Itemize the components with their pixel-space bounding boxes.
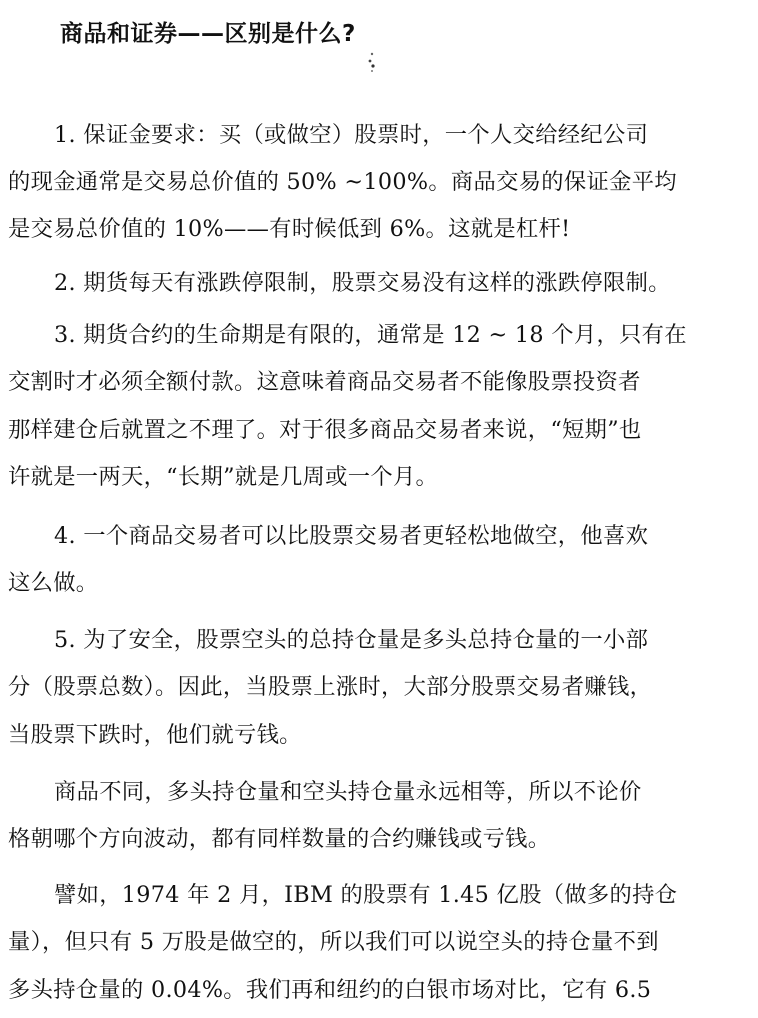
paragraph-6-line-1: 商品不同，多头持仓量和空头持仓量永远相等，所以不论价	[54, 779, 642, 805]
page-title: 商品和证券——区别是什么?	[60, 21, 356, 47]
paragraph-7-line-1: 譬如，1974 年 2 月，IBM 的股票有 1.45 亿股（做多的持仓	[54, 882, 678, 908]
paragraph-1-line-2: 的现金通常是交易总价值的 50% ~100%。商品交易的保证金平均	[8, 169, 677, 195]
paragraph-3-line-2: 交割时才必须全额付款。这意味着商品交易者不能像股票投资者	[8, 369, 641, 395]
paragraph-3-line-4: 许就是一两天，“长期”就是几周或一个月。	[8, 464, 439, 490]
paragraph-6-line-2: 格朝哪个方向波动，都有同样数量的合约赚钱或亏钱。	[8, 826, 551, 852]
paragraph-3-line-3: 那样建仓后就置之不理了。对于很多商品交易者来说，“短期”也	[8, 417, 642, 443]
paragraph-5-line-1: 5. 为了安全，股票空头的总持仓量是多头总持仓量的一小部	[54, 627, 649, 653]
scan-speck-marks	[366, 50, 378, 80]
paragraph-4-line-2: 这么做。	[8, 570, 99, 596]
paragraph-7-line-2: 量），但只有 5 万股是做空的，所以我们可以说空头的持仓量不到	[8, 929, 659, 955]
paragraph-1-line-3: 是交易总价值的 10%——有时候低到 6%。这就是杠杆!	[8, 216, 571, 242]
paragraph-2-line-1: 2. 期货每天有涨跌停限制，股票交易没有这样的涨跌停限制。	[54, 270, 671, 296]
paragraph-5-line-2: 分（股票总数）。因此，当股票上涨时，大部分股票交易者赚钱，	[8, 674, 653, 700]
paragraph-7-line-3: 多头持仓量的 0.04%。我们再和纽约的白银市场对比，它有 6.5	[8, 977, 652, 1003]
paragraph-3-line-1: 3. 期货合约的生命期是有限的，通常是 12 ~ 18 个月，只有在	[54, 322, 687, 348]
paragraph-4-line-1: 4. 一个商品交易者可以比股票交易者更轻松地做空，他喜欢	[54, 523, 649, 549]
paragraph-5-line-3: 当股票下跌时，他们就亏钱。	[8, 722, 302, 748]
paragraph-1-line-1: 1. 保证金要求：买（或做空）股票时，一个人交给经纪公司	[54, 122, 649, 148]
